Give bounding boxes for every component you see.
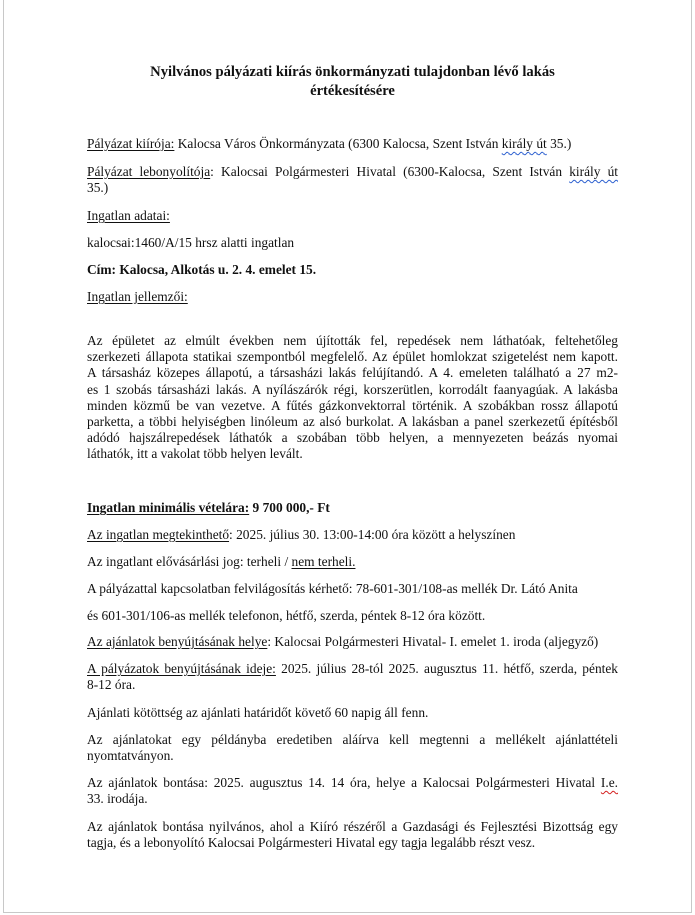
title-line-1: Nyilvános pályázati kiírás önkormányzati tulajdonban lévő lakás: [150, 64, 555, 80]
bontas-flagged-word[interactable]: I.e.: [600, 775, 618, 790]
lebonyolito-text-a: : Kalocsai Polgármesteri Hivatal (6300-Kalocsa, Szent István: [210, 164, 570, 179]
benyujtas-helye-text: : Kalocsai Polgármesteri Hivatal- I. emelet 1. iroda (aljegyző): [267, 634, 599, 649]
description-line: A társasház közepes állapotú, a társasházi lakás felújítandó. A 4. emeleten található a 27 m2-: [87, 365, 618, 381]
lebonyolito-label: Pályázat lebonyolítója: [87, 164, 211, 179]
ajanlatok-line-1: Az ajánlatokat egy példányba eredetiben aláírva kell megtenni a mellékelt ajánlattételi: [87, 732, 618, 747]
felvilagositas-line-2: és 601-301/106-as mellék telefonon, hétfő, szerda, péntek 8-12 óra között.: [87, 608, 486, 623]
description-line: adódó hajszálrepedések láthatók a szobában több helyen, a mennyezeten beázás nyomai: [87, 430, 618, 446]
ingatlan-adatai-heading: [87, 208, 618, 224]
megtekintes-label: Az ingatlan megtekinthető: [87, 527, 230, 542]
address-line: Cím: Kalocsa, Alkotás u. 2. 4. emelet 15.: [87, 262, 317, 277]
description-line: Az épületet az elmúlt években nem újították fel, repedések nem láthatóak, feltehetőleg: [87, 333, 618, 348]
description-line: minden közmű be van vezetve. A fűtés gázkonvektorral történik. A szobákban rossz állapotú: [87, 397, 618, 413]
min-price-line: [87, 500, 618, 516]
ajanlatok-line-2: nyomtatványon.: [87, 748, 174, 763]
benyujtas-helye-line: [87, 634, 618, 650]
jellemzoi-label: Ingatlan jellemzői:: [87, 289, 188, 304]
lebonyolito-paragraph-line2: 35.): [87, 180, 109, 195]
nyilvanos-line-1: Az ajánlatok bontása nyilvános, ahol a Kiíró részéről a Gazdasági és Fejlesztési Bizottság egy: [87, 819, 618, 834]
min-price-value: 9 700 000,- Ft: [249, 500, 330, 515]
benyujtas-ideje-text: 2025. július 28-tól 2025. augusztus 11. hétfő, szerda, péntek: [275, 661, 618, 676]
kiiro-paragraph: [87, 136, 618, 152]
ingatlan-adatai-label: Ingatlan adatai:: [87, 208, 170, 223]
elovasarlas-selected: nem terheli.: [291, 554, 356, 569]
elovasarlas-line: [87, 554, 618, 570]
kiiro-text-b: 35.): [546, 136, 572, 151]
elovasarlas-text: Az ingatlant elővásárlási jog: terheli /: [87, 554, 292, 569]
bontas-line-2: [87, 791, 618, 807]
description-line: szerkezeti állapota statikai szempontból megfelelő. Az épület homlokzat szigetelést nem kapott.: [87, 349, 618, 365]
bontas-line-1: [87, 775, 618, 791]
benyujtas-ideje-line-1: [87, 661, 618, 677]
kiiro-label: Pályázat kiírója:: [87, 136, 175, 151]
kiiro-text-a: Kalocsa Város Önkormányzata (6300 Kalocsa, Szent István: [174, 136, 502, 151]
title-line-2: értékesítésére: [310, 83, 395, 99]
benyujtas-ideje-line-2: 8-12 óra.: [87, 677, 136, 692]
document-page: [3, 0, 692, 913]
kotottseg-line: Ajánlati kötöttség az ajánlati határidőt követő 60 napig áll fenn.: [87, 705, 429, 720]
min-price-label: Ingatlan minimális vételára:: [87, 500, 250, 515]
bontas-text-a: Az ajánlatok bontása: 2025. augusztus 14. 14 óra, helye a Kalocsai Polgármesteri Hivatal: [87, 775, 601, 790]
description-line: parketta, a többi helyiségben linóleum az alsó burkolat. A lakásban a panel szerkezetű építésből: [87, 414, 618, 430]
bontas-line-2-text: 33. irodája.: [87, 791, 148, 806]
kiiro-flagged-word[interactable]: király út: [501, 136, 547, 151]
description-line: láthatók, itt a vakolat több helyen levált.: [87, 446, 303, 462]
felvilagositas-line-1: A pályázattal kapcsolatban felvilágosítás kérhető: 78-601-301/108-as mellék Dr. Látó Anita: [87, 581, 578, 596]
benyujtas-ideje-label: A pályázatok benyújtásának ideje:: [87, 661, 276, 676]
benyujtas-helye-label: Az ajánlatok benyújtásának helye: [87, 634, 268, 649]
hrsz-line: kalocsai:1460/A/15 hrsz alatti ingatlan: [87, 235, 295, 250]
megtekintes-text: : 2025. július 30. 13:00-14:00 óra között a helyszínen: [229, 527, 516, 542]
description-paragraph: [87, 333, 618, 463]
lebonyolito-paragraph-line1: [87, 164, 618, 180]
lebonyolito-flagged-word[interactable]: király út: [569, 164, 618, 179]
document-title: [87, 63, 618, 101]
nyilvanos-line-2: tagja, és a lebonyolító Kalocsai Polgármesteri Hivatal egy tagja legalább részt vesz.: [87, 835, 536, 850]
jellemzoi-heading: [87, 289, 618, 305]
megtekintes-line: [87, 527, 618, 543]
description-line: es 1 szobás társasházi lakás. A nyílászárók régi, korszerütlen, korrodált faanyagúak. A lakásba: [87, 381, 618, 397]
